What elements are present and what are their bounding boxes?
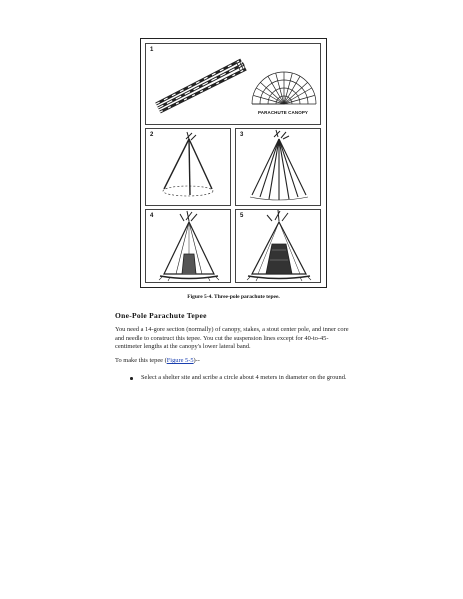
tepee-finished-illustration [236,210,322,284]
paragraph-materials: You need a 14-gore section (normally) of canopy, stakes, a stout center pole, and inner core and needle to construct this tepee. You cut the suspension lines except for 40-to-45-centimeter lengths at the canopy's lower lateral band. [115,326,349,351]
panel-number: 2 [150,132,154,138]
tepee-covered-illustration [146,210,232,284]
panel-number: 3 [240,132,244,138]
step-list [130,374,360,383]
panel-number: 5 [240,213,244,219]
section-heading: One-Pole Parachute Tepee [115,311,207,320]
bullet-icon [130,377,133,380]
figure-panel-4 [145,209,231,283]
panel-number: 1 [150,47,154,53]
list-item-text: Select a shelter site and scribe a circle about 4 meters in diameter on the ground. [141,374,347,381]
intro-prefix: To make this tepee ( [115,357,167,364]
parachute-canopy-label: PARACHUTE CANOPY [258,110,309,115]
intro-suffix: )-- [193,357,200,364]
panel-number: 4 [150,213,154,219]
figure-caption: Figure 5-4. Three-pole parachute tepee. [187,294,280,300]
figure-panel-5 [235,209,321,283]
figure-panel-2 [145,128,231,206]
pole-frame-illustration [236,129,322,207]
tripod-illustration [146,129,232,207]
figure-5-5-link[interactable]: Figure 5-5 [166,357,194,364]
list-item [130,374,360,383]
figure-5-4 [140,38,327,288]
figure-panel-3 [235,128,321,206]
figure-panel-1 [145,43,321,125]
paragraph-instructions-intro [115,357,355,366]
